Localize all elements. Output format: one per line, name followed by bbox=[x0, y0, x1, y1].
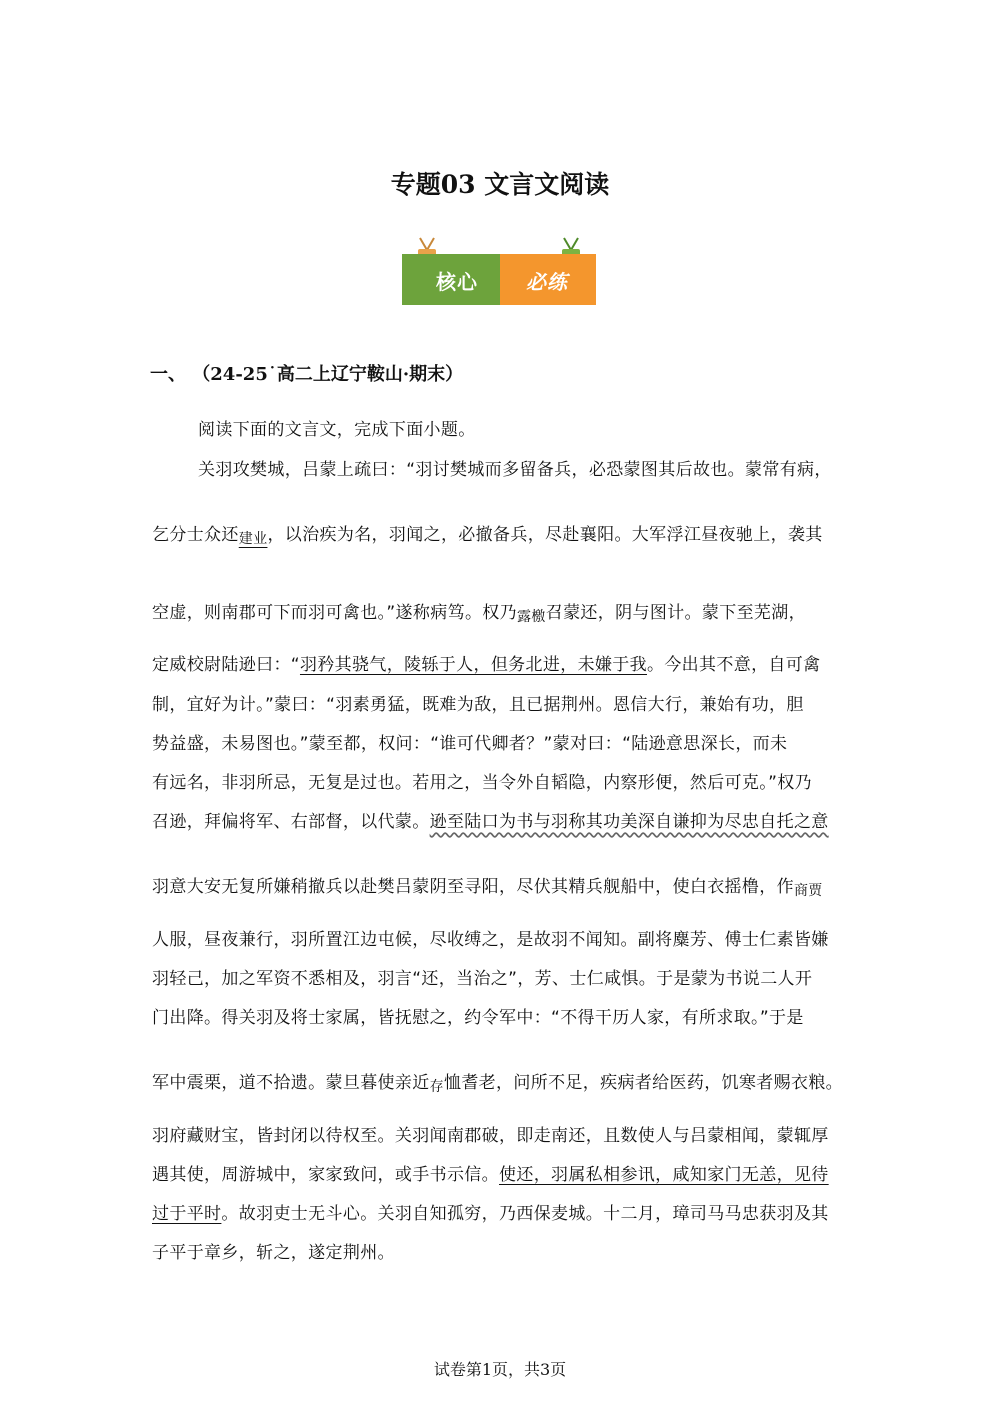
passage-line: 人服，昼夜兼行，羽所置江边屯候，尽收缚之，是故羽不闻知。副将麋芳、傅士仁素皆嫌 bbox=[152, 930, 829, 950]
section-number: 一、 bbox=[150, 364, 186, 385]
passage-line: 势益盛，未易图也。”蒙至都，权问：“谁可代卿者？”蒙对曰：“陆逊意思深长，而未 bbox=[152, 734, 788, 754]
underlined-sentence: 过于平时 bbox=[152, 1204, 222, 1224]
text-run: 乞分士众还 bbox=[152, 525, 239, 545]
section-heading bbox=[150, 360, 463, 386]
passage-line: 关羽攻樊城，吕蒙上疏曰：“羽讨樊城而多留备兵，必恐蒙图其后故也。蒙常有病， bbox=[198, 460, 832, 480]
passage-line bbox=[152, 1160, 829, 1185]
passage-line: 有远名，非羽所忌，无复是过也。若用之，当令外自韬隐，内察形便，然后可克。”权乃 bbox=[152, 773, 812, 793]
badge-label-core: 核心 bbox=[436, 270, 478, 294]
passage-line: 子平于章乡，斩之，遂定荆州。 bbox=[152, 1243, 395, 1263]
text-run: 。故羽吏士无斗心。关羽自知孤穷，乃西保麦城。十二月，璋司马马忠获羽及其 bbox=[221, 1204, 829, 1224]
passage-line bbox=[152, 520, 823, 545]
passage-line: 羽轻己，加之军资不悉相及，羽言“还，当治之”，芳、士仁咸惧。于是蒙为书说二人开 bbox=[152, 969, 813, 989]
text-run: 羽意大安无复所嫌稍撤兵以赴樊吕蒙阴至寻阳，尽伏其精兵舰船中，使白衣摇橹，作 bbox=[152, 877, 794, 897]
annotated-word: 露檄 bbox=[517, 609, 546, 625]
passage-line: 羽府藏财宝，皆封闭以待权至。关羽闻南郡破，即走南还，且数使人与吕蒙相闻，蒙辄厚 bbox=[152, 1126, 829, 1146]
annotated-word: 商贾 bbox=[793, 883, 823, 899]
passage-line bbox=[152, 807, 829, 832]
text-run: 。今出其不意，自可禽 bbox=[646, 655, 821, 675]
passage-line bbox=[152, 1199, 829, 1224]
text-run: 定威校尉陆逊曰：“ bbox=[152, 655, 300, 675]
annotated-word: 存 bbox=[429, 1079, 444, 1095]
text-run: 召逊，拜偏将军、右部督，以代蒙。 bbox=[152, 812, 430, 832]
text-run: 空虚，则南郡可下而羽可禽也。”遂称病笃。权乃 bbox=[152, 603, 518, 623]
text-run: 军中震栗，道不拾遗。蒙旦暮使亲近 bbox=[152, 1073, 430, 1093]
annotated-word: 建业 bbox=[238, 531, 268, 547]
underlined-sentence: 羽矜其骁气，陵轹于人，但务北进，未嫌于我 bbox=[299, 655, 647, 675]
underlined-sentence: 使还，羽属私相参讯，咸知家门无恙，见待 bbox=[499, 1165, 829, 1185]
page-footer: 试卷第1页，共3页 bbox=[433, 1360, 567, 1379]
wavy-underlined-sentence: 逊至陆口为书与羽称其功美深自谦抑为尽忠自托之意 bbox=[429, 812, 829, 832]
text-run: 召蒙还，阴与图计。蒙下至芜湖， bbox=[545, 603, 806, 623]
text-run: ，以治疾为名，羽闻之，必撤备兵，尽赴襄阳。大军浮江昼夜驰上，袭其 bbox=[267, 525, 823, 545]
text-run: 遇其使，周游城中，家家致问，或手书示信。 bbox=[152, 1165, 499, 1185]
passage-line: 制，宜好为计。”蒙曰：“羽素勇猛，既难为敌，且已据荆州。恩信大行，兼始有功，胆 bbox=[152, 695, 804, 715]
passage-line bbox=[152, 1068, 843, 1093]
badge-label-practice: 必练 bbox=[526, 270, 568, 294]
passage-line bbox=[152, 872, 823, 897]
text-run: 恤耆老，问所不足，疾病者给医药，饥寒者赐衣粮。 bbox=[443, 1073, 844, 1093]
page-title: 专题03 文言文阅读 bbox=[390, 170, 610, 199]
passage-line bbox=[152, 598, 806, 623]
core-practice-badge bbox=[402, 236, 598, 308]
instruction-text: 阅读下面的文言文，完成下面小题。 bbox=[198, 420, 476, 440]
passage-line: 门出降。得关羽及将士家属，皆抚慰之，约令军中：“不得干历人家，有所求取。”于是 bbox=[152, 1008, 804, 1028]
passage-line bbox=[152, 650, 820, 675]
section-source: （24-25˙高二上辽宁鞍山·期末） bbox=[192, 364, 464, 385]
